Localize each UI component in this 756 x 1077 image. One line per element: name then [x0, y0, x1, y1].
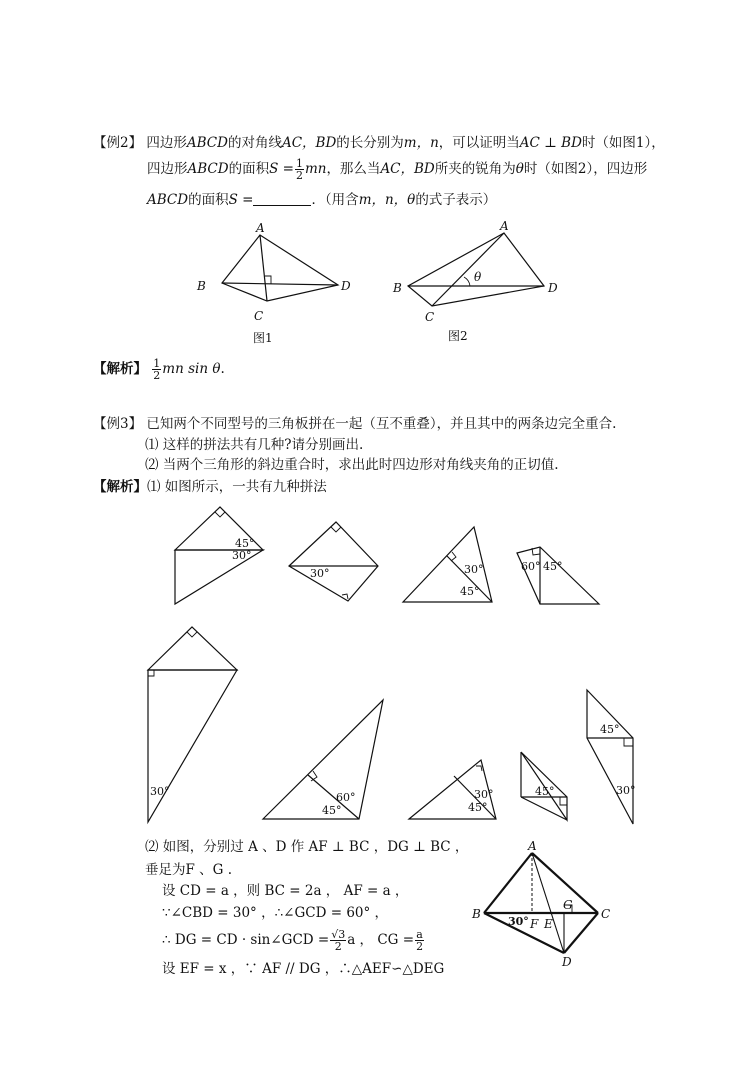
fig2-label-b: B [393, 281, 402, 295]
ex2-text: 的面积 [228, 161, 270, 177]
fig1-label-c: C [254, 309, 264, 323]
ex2-text: ，那么当 [326, 161, 381, 177]
sol3-p1: ⑴ 如图所示，一共有九种拼法 [147, 479, 327, 495]
fig2-caption: 图2 [448, 329, 468, 343]
ex2-text: 的面积 [188, 192, 229, 208]
frac-den: 2 [295, 169, 303, 182]
ex2-text: 四边形 [147, 161, 188, 177]
p2-label-c: C [601, 907, 611, 921]
sol3-p2-line-4: ∵∠CBD = 30° ，∴∠GCD = 60° ， [162, 905, 389, 921]
ex2-math: AC ⊥ BD [519, 135, 582, 151]
arr6-right-mark [311, 771, 317, 781]
fig1-right-angle-mark [265, 276, 271, 284]
arr2-angle-30: 30° [310, 567, 330, 580]
arr2-right-mark [331, 527, 341, 532]
sol2-tail: . [220, 361, 225, 377]
frac-num: 1 [153, 357, 161, 370]
ex2-math: ABCD [147, 192, 189, 208]
arr6-outline [263, 700, 383, 819]
arr9-outline [587, 690, 633, 824]
arr6-angle-60: 60° [336, 791, 356, 804]
p2-edge-ab [484, 853, 532, 913]
arrangement-5 [148, 627, 237, 822]
arr2-quadrilateral [289, 522, 378, 601]
frac-den: 2 [416, 940, 424, 953]
ex2-text: 四边形 [146, 135, 187, 151]
ex2-math: S = [269, 161, 294, 177]
ex2-text: ．（用含 [311, 192, 359, 208]
ex3-tag: 【例3】 [93, 416, 143, 432]
frac-num: a [416, 928, 423, 941]
arr9-right-mark [624, 738, 633, 746]
p2-label-d: D [562, 955, 572, 969]
ex2-math: mn [304, 161, 327, 177]
arrangement-3 [403, 527, 492, 602]
ex2-math: θ [515, 161, 524, 177]
p2-label-a: A [528, 839, 537, 853]
arr7-angle-30: 30° [474, 788, 494, 801]
arrangement-7 [409, 760, 496, 819]
sol3-text: ∴ DG = CD · sin∠GCD = [162, 932, 330, 948]
arr4-outline [517, 547, 599, 604]
fig2-label-d: D [548, 281, 558, 295]
frac-num: 1 [295, 157, 303, 170]
fig1-label-a: A [256, 221, 265, 235]
arr1-angle-45: 45° [235, 537, 255, 550]
ex2-text: 所夹的锐角为 [434, 161, 516, 177]
p2-label-f: F [530, 917, 539, 931]
fig2-label-c: C [425, 310, 435, 324]
sol3-tag: 【解析】 [93, 479, 147, 495]
ex2-text: ，可以证明当 [438, 135, 520, 151]
arrangement-4 [517, 547, 599, 604]
fig1-diagonal-bd [222, 283, 338, 285]
p2-label-e: E [544, 917, 553, 931]
arr3-angle-45: 45° [460, 585, 480, 598]
arr9-angle-30: 30° [616, 784, 636, 797]
figure-2 [392, 219, 558, 343]
sol3-text: a ， CG = [347, 932, 415, 948]
ex2-math: AC，BD [281, 135, 337, 151]
fig1-caption: 图1 [253, 331, 273, 345]
arr4-angle-45: 45° [543, 560, 563, 573]
arrangement-6 [263, 700, 383, 819]
arrangement-2 [289, 522, 378, 601]
sol3-p2-line-3: 设 CD = a ，则 BC = 2a ， AF = a ， [162, 883, 409, 899]
arr4-angle-60: 60° [521, 560, 541, 573]
arr8-right-mark [560, 797, 567, 805]
ex2-math: ABCD [187, 161, 229, 177]
sol2-expr: mn sin θ [162, 361, 221, 377]
fig2-label-a: A [500, 219, 509, 233]
fig2-theta: θ [474, 270, 482, 284]
p2-edge-cd [564, 913, 598, 953]
arr1-angle-30: 30° [232, 549, 252, 562]
fig1-label-b: B [197, 279, 206, 293]
arr6-angle-45: 45° [322, 804, 342, 817]
arr7-right-mark [476, 766, 482, 771]
fig1-quadrilateral [222, 235, 338, 301]
frac-den: 2 [334, 940, 342, 953]
arr5-triangle-45 [148, 627, 237, 670]
ex3-q1: ⑴ 这样的拼法共有几种?请分别画出. [145, 437, 364, 453]
p2-angle-30: 30° [508, 915, 529, 928]
arrangement-8 [521, 752, 567, 820]
ex2-math: ABCD [186, 135, 228, 151]
ex2-math: AC，BD [380, 161, 435, 177]
arr8-angle-45: 45° [535, 785, 555, 798]
ex2-text: 时（如图2），四边形 [523, 161, 648, 177]
figure-part2 [471, 839, 610, 969]
arr9-angle-45: 45° [600, 723, 620, 736]
sol3-p2-line-2: 垂足为F 、G . [145, 862, 233, 878]
arr5-right-mark [187, 632, 197, 637]
ex2-tag: 【例2】 [93, 135, 143, 151]
arr5-angle-30: 30° [150, 785, 170, 798]
arr3-right-mark [451, 552, 456, 561]
p2-label-g: G [563, 898, 573, 912]
ex3-q2: ⑵ 当两个三角形的斜边重合时，求出此时四边形对角线夹角的正切值. [145, 457, 559, 473]
sol3-p2-line-1: ⑵ 如图，分别过 A 、D 作 AF ⊥ BC ，DG ⊥ BC ， [145, 839, 469, 855]
sol3-p2-line-6: 设 EF = x ，∵ AF // DG ，∴△AEF∽△DEG [162, 961, 445, 977]
fig2-angle-arc [464, 277, 470, 286]
ex3-stem: 已知两个不同型号的三角板拼在一起（互不重叠），并且其中的两条边完全重合. [146, 416, 617, 432]
ex2-math: m，n [403, 135, 439, 151]
ex2-text: 的长分别为 [336, 135, 404, 151]
fig1-diagonal-ac [260, 235, 267, 301]
p2-label-b: B [472, 907, 481, 921]
ex2-math: m，n，θ [358, 192, 416, 208]
arr1-right-mark [215, 512, 225, 517]
arr5-right-mark [148, 670, 154, 676]
arrangement-9 [587, 690, 636, 824]
frac-num: √3 [331, 928, 346, 941]
frac-den: 2 [153, 369, 161, 382]
arr3-angle-30: 30° [464, 563, 484, 576]
arrangement-1 [175, 507, 263, 604]
ex2-math: S = [228, 192, 254, 208]
ex2-text: 的对角线 [227, 135, 282, 151]
ex2-text: 的式子表示） [415, 192, 497, 208]
figure-1 [196, 221, 351, 345]
fig1-label-d: D [341, 279, 351, 293]
sol2-tag: 【解析】 [93, 361, 147, 377]
arr5-triangle-30 [148, 670, 237, 822]
arr7-angle-45: 45° [468, 801, 488, 814]
ex2-text: 时（如图1）， [581, 135, 665, 151]
